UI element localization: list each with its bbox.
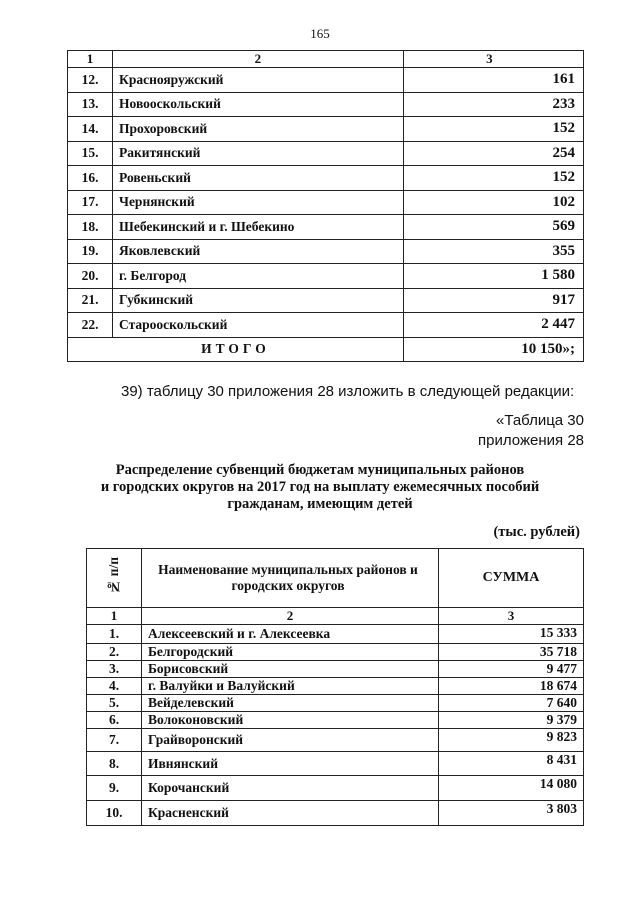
amount-value: 2 447 — [403, 313, 583, 338]
amount-value: 233 — [403, 92, 583, 117]
row-number: 12. — [68, 68, 113, 93]
amount-value: 3 803 — [439, 801, 584, 826]
table-row — [87, 625, 584, 644]
header-name: Наименование муниципальных районов и городских округов — [142, 549, 439, 608]
table-row — [87, 644, 584, 661]
amount-value: 102 — [403, 190, 583, 215]
column-number: 2 — [113, 51, 404, 68]
amount-value: 7 640 — [439, 695, 584, 712]
table-row — [87, 661, 584, 678]
table-row — [87, 729, 584, 752]
column-number: 2 — [142, 608, 439, 625]
reference-line: приложения 28 — [478, 432, 584, 449]
district-name: Прохоровский — [113, 117, 404, 142]
amount-value: 14 080 — [439, 776, 584, 801]
amount-value: 9 823 — [439, 729, 584, 752]
header-number — [87, 549, 142, 608]
district-name: Старооскольский — [113, 313, 404, 338]
row-number: 14. — [68, 117, 113, 142]
row-number: 21. — [68, 288, 113, 313]
district-name: Грайворонский — [142, 729, 439, 752]
table-header-row — [87, 549, 584, 608]
row-number: 2. — [87, 644, 142, 661]
amount-value: 9 379 — [439, 712, 584, 729]
amount-value: 152 — [403, 117, 583, 142]
amount-value: 8 431 — [439, 752, 584, 776]
amount-value: 15 333 — [439, 625, 584, 644]
district-name: Борисовский — [142, 661, 439, 678]
row-number: 16. — [68, 166, 113, 191]
table-reference — [478, 411, 584, 451]
table-row — [68, 68, 584, 93]
amount-value: 18 674 — [439, 678, 584, 695]
table-title — [60, 462, 580, 513]
district-name: Корочанский — [142, 776, 439, 801]
row-number: 8. — [87, 752, 142, 776]
row-number: 9. — [87, 776, 142, 801]
amount-value: 569 — [403, 215, 583, 240]
table-row — [68, 141, 584, 166]
amount-value: 254 — [403, 141, 583, 166]
total-row — [68, 337, 584, 362]
table-row — [68, 288, 584, 313]
table-row — [68, 313, 584, 338]
table-row — [87, 695, 584, 712]
page-number: 165 — [310, 26, 330, 41]
district-name: Губкинский — [113, 288, 404, 313]
amount-value: 152 — [403, 166, 583, 191]
instruction-text: 39) таблицу 30 приложения 28 изложить в следующей редакции: — [121, 383, 575, 400]
table-row — [68, 190, 584, 215]
row-number: 10. — [87, 801, 142, 826]
row-number: 3. — [87, 661, 142, 678]
district-name: Красненский — [142, 801, 439, 826]
district-name: г. Белгород — [113, 264, 404, 289]
table-row — [68, 166, 584, 191]
district-name: Волоконовский — [142, 712, 439, 729]
reference-line: «Таблица 30 — [495, 412, 584, 429]
district-name: г. Валуйки и Валуйский — [142, 678, 439, 695]
district-name: Ракитянский — [113, 141, 404, 166]
column-number: 1 — [87, 608, 142, 625]
amount-value: 355 — [403, 239, 583, 264]
district-name: Яковлевский — [113, 239, 404, 264]
row-number: 6. — [87, 712, 142, 729]
table-row — [87, 752, 584, 776]
district-name: Шебекинский и г. Шебекино — [113, 215, 404, 240]
district-table-continued — [67, 50, 584, 362]
district-name: Ивнянский — [142, 752, 439, 776]
row-number: 15. — [68, 141, 113, 166]
row-number: 5. — [87, 695, 142, 712]
header-sum: СУММА — [439, 549, 584, 608]
table-row — [87, 776, 584, 801]
header-number-text: № п/п — [106, 557, 121, 595]
title-line: Распределение субвенций бюджетам муниципальных районов — [115, 462, 525, 478]
district-name: Новооскольский — [113, 92, 404, 117]
district-name: Алексеевский и г. Алексеевка — [142, 625, 439, 644]
column-number: 3 — [403, 51, 583, 68]
row-number: 18. — [68, 215, 113, 240]
table-row — [68, 215, 584, 240]
title-line: и городских округов на 2017 год на выплату ежемесячных пособий — [100, 479, 540, 495]
row-number: 13. — [68, 92, 113, 117]
district-name: Ровеньский — [113, 166, 404, 191]
row-number: 19. — [68, 239, 113, 264]
amount-value: 9 477 — [439, 661, 584, 678]
district-name: Вейделевский — [142, 695, 439, 712]
table-row — [68, 264, 584, 289]
row-number: 4. — [87, 678, 142, 695]
table-header-row — [68, 51, 584, 68]
district-name: Белгородский — [142, 644, 439, 661]
table-row — [87, 678, 584, 695]
table-row — [87, 801, 584, 826]
table-row — [68, 239, 584, 264]
district-name: Чернянский — [113, 190, 404, 215]
district-name: Краснояружский — [113, 68, 404, 93]
table-row — [68, 92, 584, 117]
row-number: 22. — [68, 313, 113, 338]
subvention-table — [86, 548, 584, 826]
units-label: (тыс. рублей) — [493, 524, 580, 540]
total-label: ИТОГО — [68, 337, 404, 362]
amount-value: 35 718 — [439, 644, 584, 661]
row-number: 17. — [68, 190, 113, 215]
row-number: 1. — [87, 625, 142, 644]
table-row — [87, 712, 584, 729]
column-number: 3 — [439, 608, 584, 625]
amount-value: 1 580 — [403, 264, 583, 289]
table-row — [68, 117, 584, 142]
amount-value: 917 — [403, 288, 583, 313]
total-value: 10 150»; — [403, 337, 583, 362]
column-number: 1 — [68, 51, 113, 68]
row-number: 7. — [87, 729, 142, 752]
amount-value: 161 — [403, 68, 583, 93]
row-number: 20. — [68, 264, 113, 289]
column-numbers-row — [87, 608, 584, 625]
title-line: гражданам, имеющим детей — [227, 496, 413, 512]
